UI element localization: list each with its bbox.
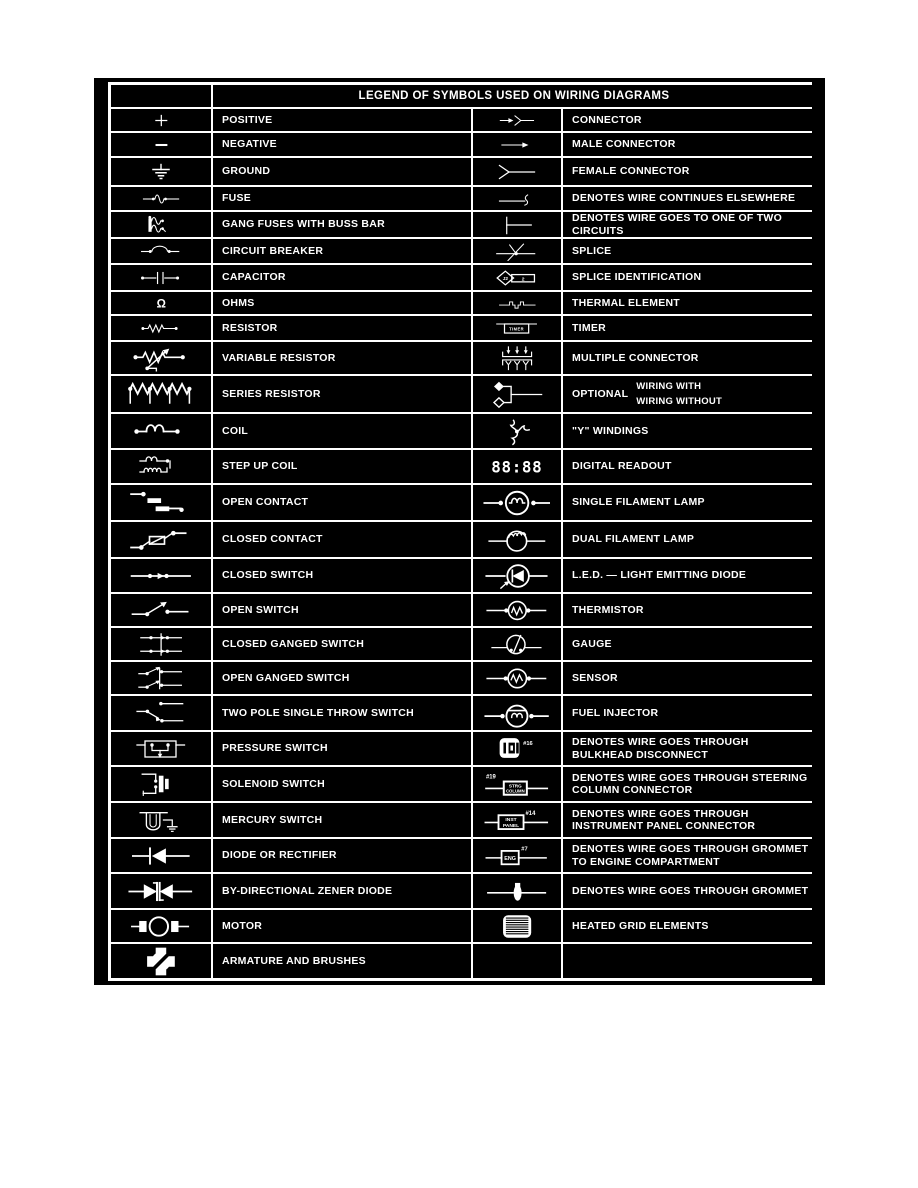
table-row (111, 450, 809, 483)
row-label: GAUGE (572, 637, 612, 650)
table-row (111, 803, 809, 837)
label-cell (563, 522, 815, 557)
label-cell (213, 767, 471, 801)
label-cell (563, 133, 815, 156)
row-label: TIMER (572, 321, 606, 334)
label-cell (213, 450, 471, 483)
symbol-cell (473, 662, 561, 694)
header-empty-cell (111, 85, 211, 107)
label-cell (213, 944, 471, 978)
open-switch-icon (130, 597, 191, 624)
bulkhead-disconnect-icon (485, 735, 549, 763)
symbol-cell (111, 732, 211, 765)
label-cell (213, 109, 471, 131)
legend-panel (94, 78, 825, 985)
row-label: CONNECTOR (572, 113, 642, 126)
row-label: DENOTES WIRE GOES TO ONE OF TWO CIRCUITS (572, 212, 782, 237)
symbol-cell (111, 109, 211, 131)
table-row (111, 342, 809, 374)
label-cell (563, 628, 815, 660)
optional-wiring-icon (489, 379, 544, 410)
symbol-cell (111, 316, 211, 340)
symbol-cell (111, 522, 211, 557)
symbol-cell (111, 662, 211, 694)
table-row (111, 292, 809, 314)
row-label: MERCURY SWITCH (222, 813, 323, 826)
row-label: OPEN GANGED SWITCH (222, 671, 350, 684)
symbol-cell (111, 628, 211, 660)
row-label: OPTIONAL (572, 387, 629, 400)
symbol-cell (473, 450, 561, 483)
label-cell (563, 696, 815, 730)
open-contact-icon (127, 488, 195, 518)
table-row (111, 559, 809, 592)
symbol-cell (473, 187, 561, 210)
row-label: FEMALE CONNECTOR (572, 165, 690, 178)
step-up-coil-icon (136, 453, 186, 481)
y-windings-icon (489, 417, 545, 446)
led-icon (485, 562, 549, 590)
label-cell (563, 450, 815, 483)
table-row (111, 414, 809, 448)
symbol-cell (473, 239, 561, 263)
row-label: GANG FUSES WITH BUSS BAR (222, 218, 385, 231)
label-cell (563, 767, 815, 801)
row-label: L.E.D. — LIGHT EMITTING DIODE (572, 569, 747, 582)
svg-text:Ω: Ω (156, 298, 166, 311)
label-cell (213, 910, 471, 942)
dual-filament-lamp-icon (488, 525, 546, 555)
svg-text:J2: J2 (502, 276, 509, 282)
symbol-cell (473, 265, 561, 290)
symbol-cell (111, 874, 211, 908)
header-title-cell (213, 85, 815, 107)
svg-text:88:88: 88:88 (491, 457, 543, 477)
label-cell (213, 803, 471, 837)
row-label: CAPACITOR (222, 271, 286, 284)
pressure-switch-icon (136, 735, 186, 763)
row-label: COIL (222, 424, 249, 437)
row-label: DENOTES WIRE GOES THROUGH GROMMET TO ENGINE COMPARTMENT (572, 843, 809, 868)
digital-readout-icon (485, 453, 549, 481)
symbol-cell (111, 594, 211, 626)
symbol-cell (473, 803, 561, 837)
row-label: SOLENOID SWITCH (222, 777, 325, 790)
symbol-cell (473, 414, 561, 448)
label-cell (213, 485, 471, 520)
single-filament-lamp-icon (483, 488, 551, 518)
table-row (111, 187, 809, 210)
negative-icon (141, 136, 182, 154)
row-label: RESISTOR (222, 321, 278, 334)
svg-text:STRG: STRG (508, 782, 522, 788)
symbol-cell (473, 485, 561, 520)
symbol-cell (473, 628, 561, 660)
symbol-cell (473, 944, 561, 978)
symbol-cell (111, 485, 211, 520)
label-cell (563, 414, 815, 448)
table-row (111, 628, 809, 660)
symbol-cell (111, 265, 211, 290)
symbol-cell (111, 376, 211, 412)
fuel-injector-icon (484, 699, 550, 728)
label-cell (213, 414, 471, 448)
fuse-icon (141, 190, 182, 208)
svg-text:#19: #19 (486, 774, 496, 781)
label-cell (563, 158, 815, 185)
row-label: OHMS (222, 296, 255, 309)
table-row (111, 944, 809, 978)
gauge-icon (491, 631, 543, 658)
label-cell (213, 133, 471, 156)
svg-text:#7: #7 (521, 846, 528, 853)
row-label: POSITIVE (222, 113, 273, 126)
label-cell (563, 594, 815, 626)
symbol-cell (473, 376, 561, 412)
row-label: BY-DIRECTIONAL ZENER DIODE (222, 884, 393, 897)
symbol-cell (473, 158, 561, 185)
label-cell (213, 662, 471, 694)
label-cell (213, 212, 471, 237)
symbol-cell (111, 559, 211, 592)
table-row (111, 767, 809, 801)
row-label: DENOTES WIRE GOES THROUGH STEERING COLUMN CONNECTOR (572, 771, 808, 796)
positive-icon (142, 112, 181, 129)
open-ganged-switch-icon (137, 665, 185, 692)
table-row (111, 133, 809, 156)
label-cell (213, 522, 471, 557)
label-cell (563, 910, 815, 942)
steering-column-icon (484, 770, 550, 799)
grommet-icon (484, 877, 550, 906)
symbol-cell (473, 316, 561, 340)
symbol-cell (111, 133, 211, 156)
row-label: DENOTES WIRE GOES THROUGH INSTRUMENT PANEL CONNECTOR (572, 807, 756, 832)
label-cell (213, 839, 471, 872)
label-cell (213, 732, 471, 765)
label-cell (563, 944, 815, 978)
symbol-cell (473, 874, 561, 908)
svg-text:#16: #16 (523, 740, 533, 747)
label-cell (213, 376, 471, 412)
multiple-connector-icon (493, 345, 541, 372)
row-label: STEP UP COIL (222, 460, 298, 473)
row-label: FUEL INJECTOR (572, 706, 659, 719)
label-cell (563, 662, 815, 694)
female-connector-icon (492, 161, 542, 183)
sensor-icon (486, 665, 547, 692)
row-label: SINGLE FILAMENT LAMP (572, 496, 705, 509)
label-cell (563, 109, 815, 131)
table-row (111, 239, 809, 263)
closed-contact-icon (127, 525, 195, 555)
svg-text:ENG: ENG (504, 855, 517, 862)
svg-text:PANEL: PANEL (502, 823, 520, 829)
label-cell (563, 376, 815, 412)
table-row (111, 109, 809, 131)
row-sublabel: WIRING WITHOUT (636, 395, 723, 407)
symbol-cell (111, 944, 211, 978)
table-row (111, 594, 809, 626)
symbol-cell (473, 732, 561, 765)
row-label: SENSOR (572, 671, 618, 684)
label-cell (563, 803, 815, 837)
table-row (111, 316, 809, 340)
row-label: THERMISTOR (572, 603, 644, 616)
symbol-cell (111, 158, 211, 185)
label-cell (213, 696, 471, 730)
row-label: OPEN CONTACT (222, 496, 309, 509)
table-row (111, 485, 809, 520)
label-cell (213, 342, 471, 374)
wire-continues-icon (497, 190, 538, 208)
symbol-cell (111, 292, 211, 314)
label-cell (563, 292, 815, 314)
coil-icon (128, 417, 194, 446)
label-cell (563, 342, 815, 374)
table-row (111, 376, 809, 412)
closed-ganged-switch-icon (137, 631, 185, 658)
svg-text:COLUMN: COLUMN (505, 788, 525, 794)
table-row (111, 265, 809, 290)
row-label: OPEN SWITCH (222, 603, 299, 616)
symbol-cell (473, 594, 561, 626)
splice-icon (495, 242, 538, 261)
table-row (111, 732, 809, 765)
label-cell (213, 628, 471, 660)
row-label: VARIABLE RESISTOR (222, 351, 336, 364)
circuit-breaker-icon (139, 242, 182, 261)
label-cell (213, 316, 471, 340)
label-cell (213, 594, 471, 626)
connector-icon (498, 112, 537, 129)
svg-text:INST: INST (505, 817, 517, 823)
ohms-icon (142, 295, 181, 312)
label-cell (563, 485, 815, 520)
row-sublabel: WIRING WITH (636, 381, 702, 393)
symbol-cell (111, 342, 211, 374)
table-row (111, 910, 809, 942)
label-cell (563, 316, 815, 340)
closed-switch-icon (129, 562, 193, 590)
row-label: "Y" WINDINGS (572, 424, 649, 437)
label-cell (563, 239, 815, 263)
row-label: CLOSED GANGED SWITCH (222, 637, 365, 650)
table-row (111, 696, 809, 730)
symbol-cell (473, 839, 561, 872)
row-label: MOTOR (222, 919, 263, 932)
symbol-cell (111, 767, 211, 801)
symbol-cell (473, 910, 561, 942)
legend-title: LEGEND OF SYMBOLS USED ON WIRING DIAGRAMS (358, 90, 670, 102)
resistor-icon (139, 319, 182, 338)
label-cell (563, 187, 815, 210)
label-cell (563, 212, 815, 237)
row-label: DENOTES WIRE GOES THROUGH GROMMET (572, 884, 809, 897)
table-row (111, 874, 809, 908)
label-cell (563, 839, 815, 872)
heated-grid-icon (489, 913, 545, 940)
two-pole-switch-icon (135, 699, 187, 728)
diode-icon (129, 842, 193, 870)
row-label: ARMATURE AND BRUSHES (222, 954, 366, 967)
legend-table-body (111, 109, 809, 978)
variable-resistor-icon (130, 345, 191, 372)
label-cell (563, 732, 815, 765)
row-label: DENOTES WIRE CONTINUES ELSEWHERE (572, 192, 796, 205)
engine-grommet-icon (485, 842, 549, 870)
row-label: TWO POLE SINGLE THROW SWITCH (222, 706, 414, 719)
label-cell (563, 874, 815, 908)
symbol-cell (111, 187, 211, 210)
splice-id-icon (494, 268, 539, 288)
symbol-cell (111, 450, 211, 483)
instrument-panel-icon (484, 806, 550, 835)
label-cell (213, 158, 471, 185)
svg-text:2: 2 (521, 276, 525, 283)
table-row (111, 522, 809, 557)
row-label: SERIES RESISTOR (222, 387, 321, 400)
row-label: CLOSED CONTACT (222, 533, 323, 546)
row-label: CIRCUIT BREAKER (222, 244, 324, 257)
table-row (111, 662, 809, 694)
symbol-cell (473, 342, 561, 374)
label-cell (213, 874, 471, 908)
label-cell (213, 265, 471, 290)
row-label: DIODE OR RECTIFIER (222, 849, 337, 862)
armature-icon (128, 947, 194, 976)
symbol-cell (111, 839, 211, 872)
symbol-cell (473, 133, 561, 156)
motor-icon (130, 913, 191, 940)
symbol-cell (111, 239, 211, 263)
one-of-two-icon (494, 215, 539, 235)
row-label: DIGITAL READOUT (572, 460, 672, 473)
row-label: DUAL FILAMENT LAMP (572, 533, 695, 546)
table-row (111, 212, 809, 237)
label-cell (213, 239, 471, 263)
label-cell (563, 559, 815, 592)
table-row (111, 158, 809, 185)
symbol-cell (111, 696, 211, 730)
row-label: THERMAL ELEMENT (572, 296, 680, 309)
label-cell (213, 292, 471, 314)
row-label: HEATED GRID ELEMENTS (572, 919, 709, 932)
row-label: DENOTES WIRE GOES THROUGH BULKHEAD DISCONNECT (572, 736, 749, 761)
row-label: PRESSURE SWITCH (222, 742, 328, 755)
thermal-element-icon (498, 295, 537, 312)
symbol-cell (473, 559, 561, 592)
timer-icon (495, 319, 538, 338)
symbol-cell (111, 803, 211, 837)
zener-diode-icon (128, 877, 194, 906)
ground-icon (136, 161, 186, 183)
label-cell (213, 187, 471, 210)
label-cell (213, 559, 471, 592)
row-label: SPLICE IDENTIFICATION (572, 271, 702, 284)
symbol-cell (111, 212, 211, 237)
legend-header-row (111, 85, 809, 107)
svg-text:#14: #14 (525, 810, 536, 817)
symbol-cell (473, 696, 561, 730)
gang-fuses-icon (138, 215, 183, 235)
row-label: GROUND (222, 165, 271, 178)
series-resistor-icon (126, 379, 196, 410)
row-label: MULTIPLE CONNECTOR (572, 351, 699, 364)
row-label: NEGATIVE (222, 138, 277, 151)
symbol-cell (473, 212, 561, 237)
table-row (111, 839, 809, 872)
symbol-cell (473, 109, 561, 131)
legend-table (108, 82, 812, 981)
symbol-cell (473, 292, 561, 314)
row-label: MALE CONNECTOR (572, 138, 676, 151)
row-label: SPLICE (572, 244, 612, 257)
symbol-cell (111, 414, 211, 448)
symbol-cell (473, 767, 561, 801)
symbol-cell (473, 522, 561, 557)
male-connector-icon (497, 136, 538, 154)
symbol-cell (111, 910, 211, 942)
row-label: CLOSED SWITCH (222, 569, 314, 582)
label-cell (563, 265, 815, 290)
row-label: FUSE (222, 192, 252, 205)
thermistor-icon (486, 597, 547, 624)
mercury-switch-icon (135, 806, 187, 835)
svg-text:TIMER: TIMER (509, 326, 525, 332)
capacitor-icon (138, 268, 183, 288)
solenoid-switch-icon (135, 770, 187, 799)
